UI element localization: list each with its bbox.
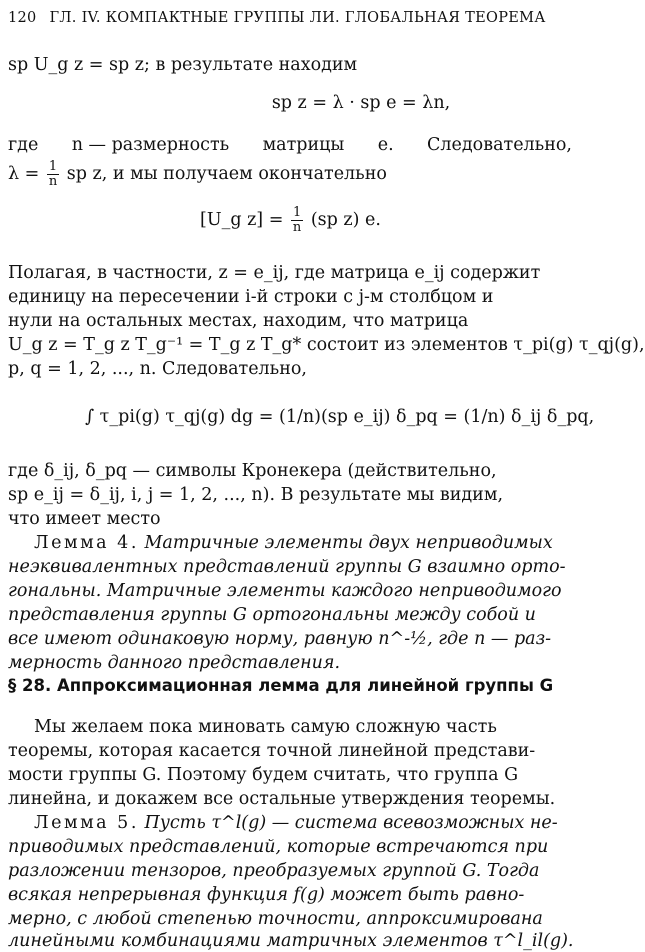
lemma-4-line: мерность данного представления. [8,653,341,673]
text-line: где δ_ij, δ_pq — символы Кронекера (действительно, [8,461,497,481]
lemma-4-label: Лемма 4. [34,533,139,553]
fraction: $\frac{1}{n}$ [292,205,302,235]
lemma-4-line: все имеют одинаковую норму, равную n^-½, где n — раз- [8,629,552,649]
lemma-5-label: Лемма 5. [34,813,139,833]
lemma-5-line: линейными комбинациями матричных элементов τ^l_il(g). [8,931,574,951]
lemma-4-line: неэквивалентных представлений группы G взаимно орто- [8,557,566,577]
text-line: линейна, и докажем все остальные утверждения теоремы. [8,789,556,809]
text-line: sp e_ij = δ_ij, i, j = 1, 2, ..., n). В результате мы видим, [8,485,504,505]
text-line: U_g z = T_g z T_g⁻¹ = T_g z T_g* состоит из элементов τ_pi(g) τ_qj(g), [8,335,645,355]
text-line: λ = $\frac{1}{n}$ sp z, и мы получаем окончательно [8,159,387,189]
text-line: нули на остальных местах, находим, что матрица [8,311,469,331]
lemma-4-line: гональны. Матричные элементы каждого неприводимого [8,581,562,601]
section-title: § 28. Аппроксимационная лемма для линейной группы G [8,676,554,695]
text-line: мости группы G. Поэтому будем считать, что группа G [8,765,519,785]
lemma-5-line: всякая непрерывная функция f(g) может быть равно- [8,885,525,905]
running-header [8,10,546,26]
lemma-4-line: Лемма 4. Матричные элементы двух неприводимых [34,533,553,553]
text-line: что имеет место [8,509,161,529]
text-line: где n — размерность матрицы e. Следовательно, [8,135,572,155]
lemma-4-line: представления группы G ортогональны между собой и [8,605,536,625]
lemma-5-line: приводимых представлений, которые встречаются при [8,837,549,857]
lemma-5-line: разложении тензоров, преобразуемых группой G. Тогда [8,861,540,881]
equation-trace: sp z = λ · sp e = λn, [271,93,451,113]
equation-final: [U_g z] = $\frac{1}{n}$ (sp z) e. [200,205,381,235]
lemma-5-line: Лемма 5. Пусть τ^l(g) — система всевозможных не- [34,813,558,833]
text-line: sp U_g z = sp z; в результате находим [8,55,358,75]
running-title: ГЛ. IV. КОМПАКТНЫЕ ГРУППЫ ЛИ. ГЛОБАЛЬНАЯ ТЕОРЕМА [49,10,546,26]
equation-integral: ∫ τ_pi(g) τ_qj(g) dg = (1/n)(sp e_ij) δ_pq = (1/n) δ_ij δ_pq, [85,407,595,427]
page-number: 120 [8,10,37,26]
fraction: $\frac{1}{n}$ [48,159,58,189]
lemma-5-line: мерно, с любой степенью точности, аппроксимирована [8,909,543,929]
text-line: Полагая, в частности, z = e_ij, где матрица e_ij содержит [8,263,541,283]
text-line: единицу на пересечении i-й строки с j-м столбцом и [8,287,494,307]
text-line: теоремы, которая касается точной линейной представи- [8,741,536,761]
text-line: Мы желаем пока миновать самую сложную часть [34,717,497,737]
text-line: p, q = 1, 2, ..., n. Следовательно, [8,359,307,379]
